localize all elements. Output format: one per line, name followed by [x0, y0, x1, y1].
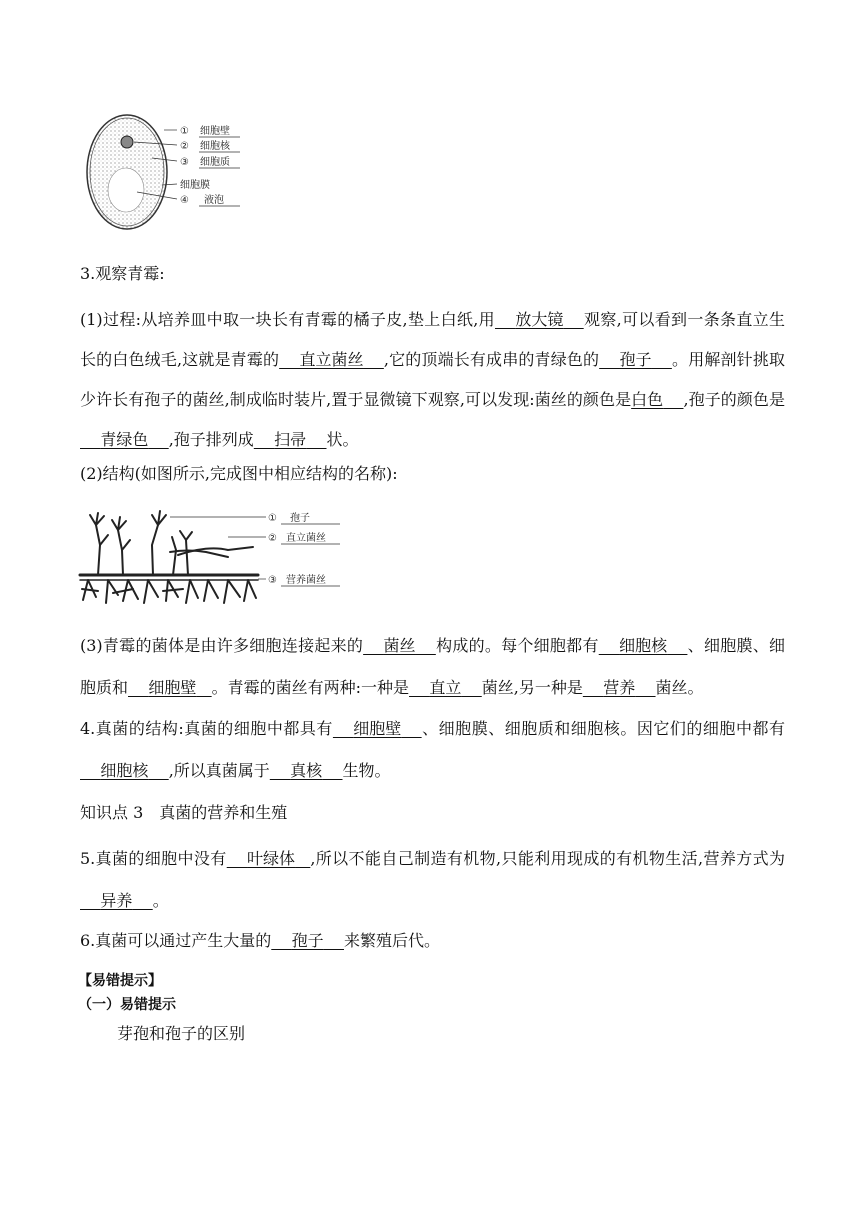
answer-fill: 孢子 [619, 350, 652, 369]
penicillium-figure [78, 505, 378, 605]
svg-text:液泡: 液泡 [204, 195, 224, 206]
fig1-label-4 [180, 193, 240, 206]
svg-text:①: ① [180, 126, 189, 137]
answer-fill: 叶绿体 [247, 849, 296, 868]
answer-fill: 白色 [631, 390, 664, 409]
svg-text:②: ② [268, 533, 277, 544]
fig2-label-3 [268, 573, 340, 586]
section-3-paragraph-3: (3)青霉的菌体是由许多细胞连接起来的 菌丝 构成的。每个细胞都有 细胞核 、细胞膜、细胞质和 细胞壁 。青霉的菌丝有两种:一种是 直立 菌丝,另一种是 营养 菌丝。 [80, 625, 785, 709]
answer-fill: 异养 [100, 891, 133, 910]
knowledge-point-3-heading: 知识点 3 真菌的营养和生殖 [80, 803, 288, 822]
section-6-paragraph: 6.真菌可以通过产生大量的 孢子 来繁殖后代。 [80, 922, 785, 960]
svg-text:细胞膜: 细胞膜 [180, 180, 210, 191]
answer-fill: 扫帚 [274, 430, 307, 449]
svg-text:直立菌丝: 直立菌丝 [286, 533, 326, 544]
svg-text:细胞质: 细胞质 [200, 157, 230, 168]
svg-text:①: ① [268, 513, 277, 524]
answer-fill: 青绿色 [100, 430, 149, 449]
answer-fill: 菌丝 [383, 636, 416, 655]
fig2-label-2 [268, 531, 340, 544]
section-4-paragraph: 4.真菌的结构:真菌的细胞中都具有 细胞壁 、细胞膜、细胞质和细胞核。因它们的细胞中都有 细胞核 ,所以真菌属于 真核 生物。 [80, 708, 785, 792]
svg-text:细胞核: 细胞核 [200, 141, 230, 152]
svg-text:营养菌丝: 营养菌丝 [286, 575, 326, 586]
tips-item: 芽孢和孢子的区别 [117, 1024, 246, 1043]
answer-fill: 营养 [603, 678, 636, 697]
fig1-label-1 [180, 124, 240, 137]
svg-text:②: ② [180, 141, 189, 152]
answer-fill: 放大镜 [515, 310, 564, 329]
answer-fill: 细胞核 [100, 761, 149, 780]
svg-text:③: ③ [268, 575, 277, 586]
fig1-label-membrane [180, 178, 210, 191]
answer-fill: 直立 [429, 678, 462, 697]
answer-fill: 孢子 [291, 931, 324, 950]
answer-fill: 细胞壁 [353, 719, 402, 738]
nucleus-shape [121, 136, 133, 148]
section-3-paragraph-2: (2)结构(如图所示,完成图中相应结构的名称): [80, 464, 398, 483]
svg-text:③: ③ [180, 157, 189, 168]
answer-fill: 真核 [290, 761, 323, 780]
fig1-label-3 [180, 155, 240, 168]
section-3-paragraph-1: (1)过程:从培养皿中取一块长有青霉的橘子皮,垫上白纸,用 放大镜 观察,可以看到一条条直立生长的白色绒毛,这就是青霉的 直立菌丝 ,它的顶端长有成串的青绿色的 孢子 。用解剖针挑取少许长有孢子的菌丝,制成临时装片,置于显微镜下观察,可以发现:菌丝的颜色是白色 ,孢子的颜色是 青绿色 ,孢子排列成 扫帚 状。 [80, 300, 785, 460]
tips-title: 【易错提示】 [78, 972, 162, 988]
tips-subtitle: （一）易错提示 [78, 996, 176, 1012]
svg-text:细胞壁: 细胞壁 [200, 126, 230, 137]
fig2-label-1 [268, 511, 340, 524]
section-5-paragraph: 5.真菌的细胞中没有 叶绿体 ,所以不能自己制造有机物,只能利用现成的有机物生活,营养方式为 异养 。 [80, 838, 785, 922]
answer-fill: 细胞核 [619, 636, 668, 655]
plant-cell-figure [82, 110, 252, 235]
answer-fill: 直立菌丝 [299, 350, 364, 369]
fig1-label-2 [180, 139, 240, 152]
svg-text:孢子: 孢子 [290, 513, 310, 524]
answer-fill: 细胞壁 [148, 678, 197, 697]
section-3-heading: 3.观察青霉: [80, 264, 165, 283]
svg-text:④: ④ [180, 195, 189, 206]
vacuole-shape [108, 168, 144, 212]
